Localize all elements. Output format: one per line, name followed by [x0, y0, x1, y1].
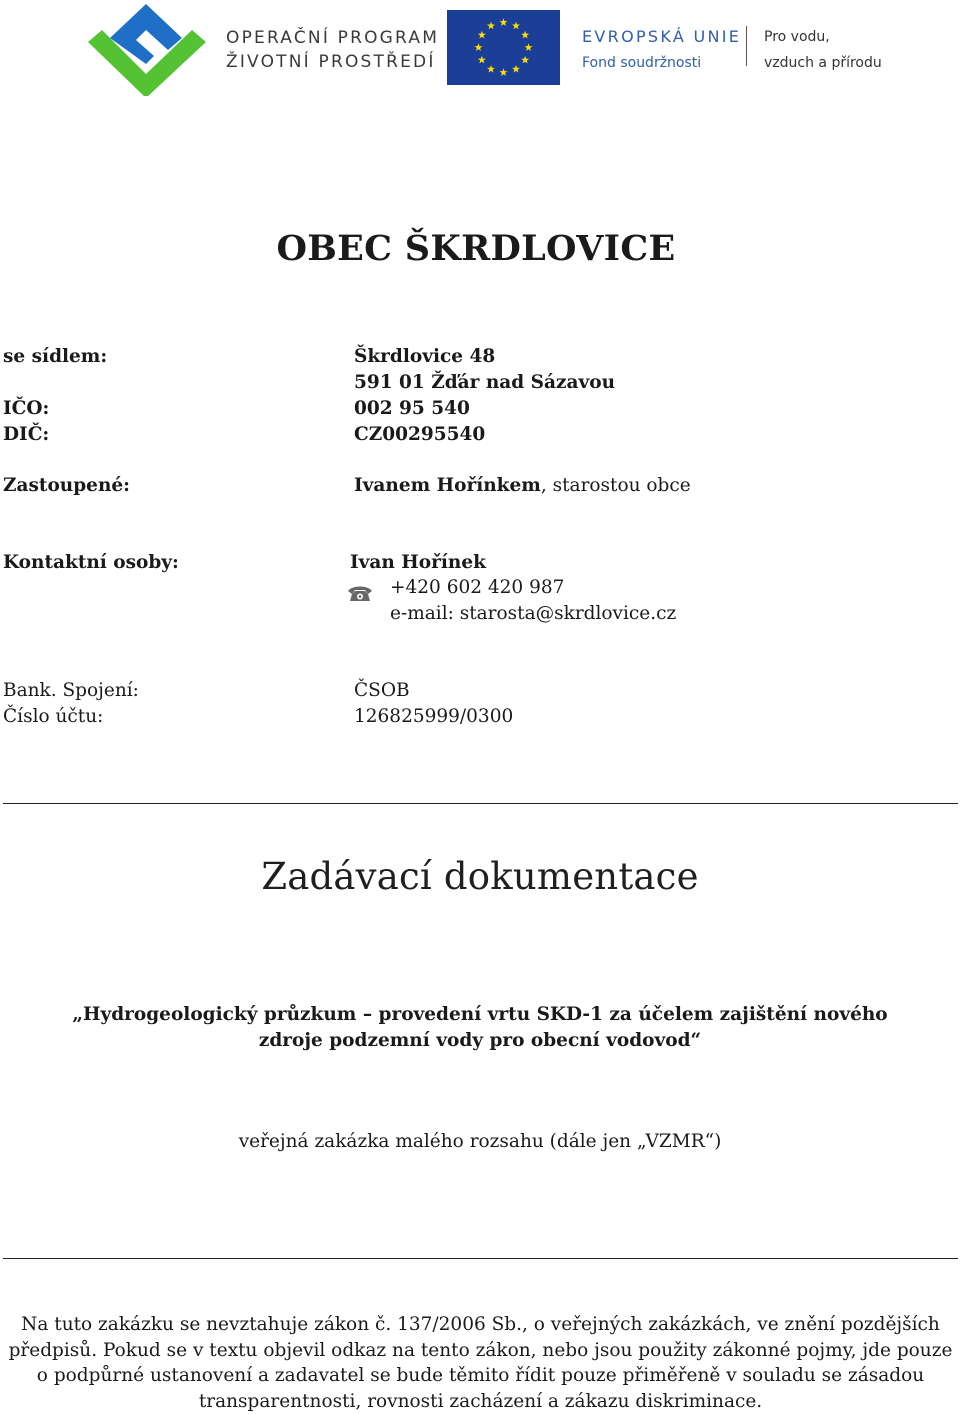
seat-line1: Škrdlovice 48 — [354, 346, 496, 367]
opzp-logo-icon — [88, 0, 206, 96]
contact-name: Ivan Hořínek — [350, 552, 486, 573]
account-label: Číslo účtu: — [3, 706, 104, 727]
ico-label: IČO: — [3, 398, 50, 419]
eu-line1: EVROPSKÁ UNIE — [582, 27, 742, 46]
bank-label: Bank. Spojení: — [3, 680, 139, 701]
representative-name: Ivanem Hořínkem — [354, 475, 541, 496]
contact-label: Kontaktní osoby: — [3, 552, 179, 573]
representative-role: , starostou obce — [540, 475, 691, 496]
phone-icon — [346, 584, 374, 604]
divider-top — [3, 803, 958, 804]
contract-subject: „Hydrogeologický průzkum – provedení vrtu SKD-1 za účelem zajištění nového zdroje podzemní vody pro obecní vodovod“ — [72, 1004, 888, 1051]
contract-type: veřejná zakázka malého rozsahu (dále jen „VZMR“) — [238, 1131, 722, 1152]
divider-bottom — [3, 1258, 958, 1259]
program-line1: OPERAČNÍ PROGRAM — [226, 28, 440, 48]
representative-label: Zastoupené: — [3, 475, 130, 496]
contact-phone: +420 602 420 987 — [390, 577, 565, 598]
dic-label: DIČ: — [3, 424, 50, 445]
bank-value: ČSOB — [354, 680, 410, 701]
program-line2: ŽIVOTNÍ PROSTŘEDÍ — [226, 52, 436, 72]
motto-line1: Pro vodu, — [764, 29, 830, 45]
ico-value: 002 95 540 — [354, 398, 470, 419]
document-title: Zadávací dokumentace — [261, 855, 699, 898]
opzp-wordmark — [226, 26, 439, 74]
page-title: OBEC ŠKRDLOVICE — [276, 228, 676, 269]
seat-line2: 591 01 Žďár nad Sázavou — [354, 372, 616, 393]
legal-note: Na tuto zakázku se nevztahuje zákon č. 137/2006 Sb., o veřejných zakázkách, ve znění pozdějších předpisů. Pokud se v textu objevil odkaz na tento zákon, nebo jsou použity zákonné pojmy, jde pouze o podpůrné ustanovení a zadavatel se bude těmito řídit pouze přiměřeně v souladu se zásadou transparentnosti, rovnosti zacházení a zákazu diskriminace. — [8, 1314, 953, 1412]
representative-value — [354, 475, 691, 497]
account-value: 126825999/0300 — [354, 706, 514, 727]
eu-flag-icon — [447, 10, 560, 85]
motto — [764, 24, 882, 76]
contact-email[interactable]: e-mail: starosta@skrdlovice.cz — [390, 603, 677, 624]
eu-line2: Fond soudržnosti — [582, 55, 702, 71]
dic-value: CZ00295540 — [354, 424, 486, 445]
eu-wordmark — [582, 24, 741, 76]
motto-line2: vzduch a přírodu — [764, 55, 882, 71]
header-divider — [746, 26, 747, 66]
seat-label: se sídlem: — [3, 346, 108, 367]
